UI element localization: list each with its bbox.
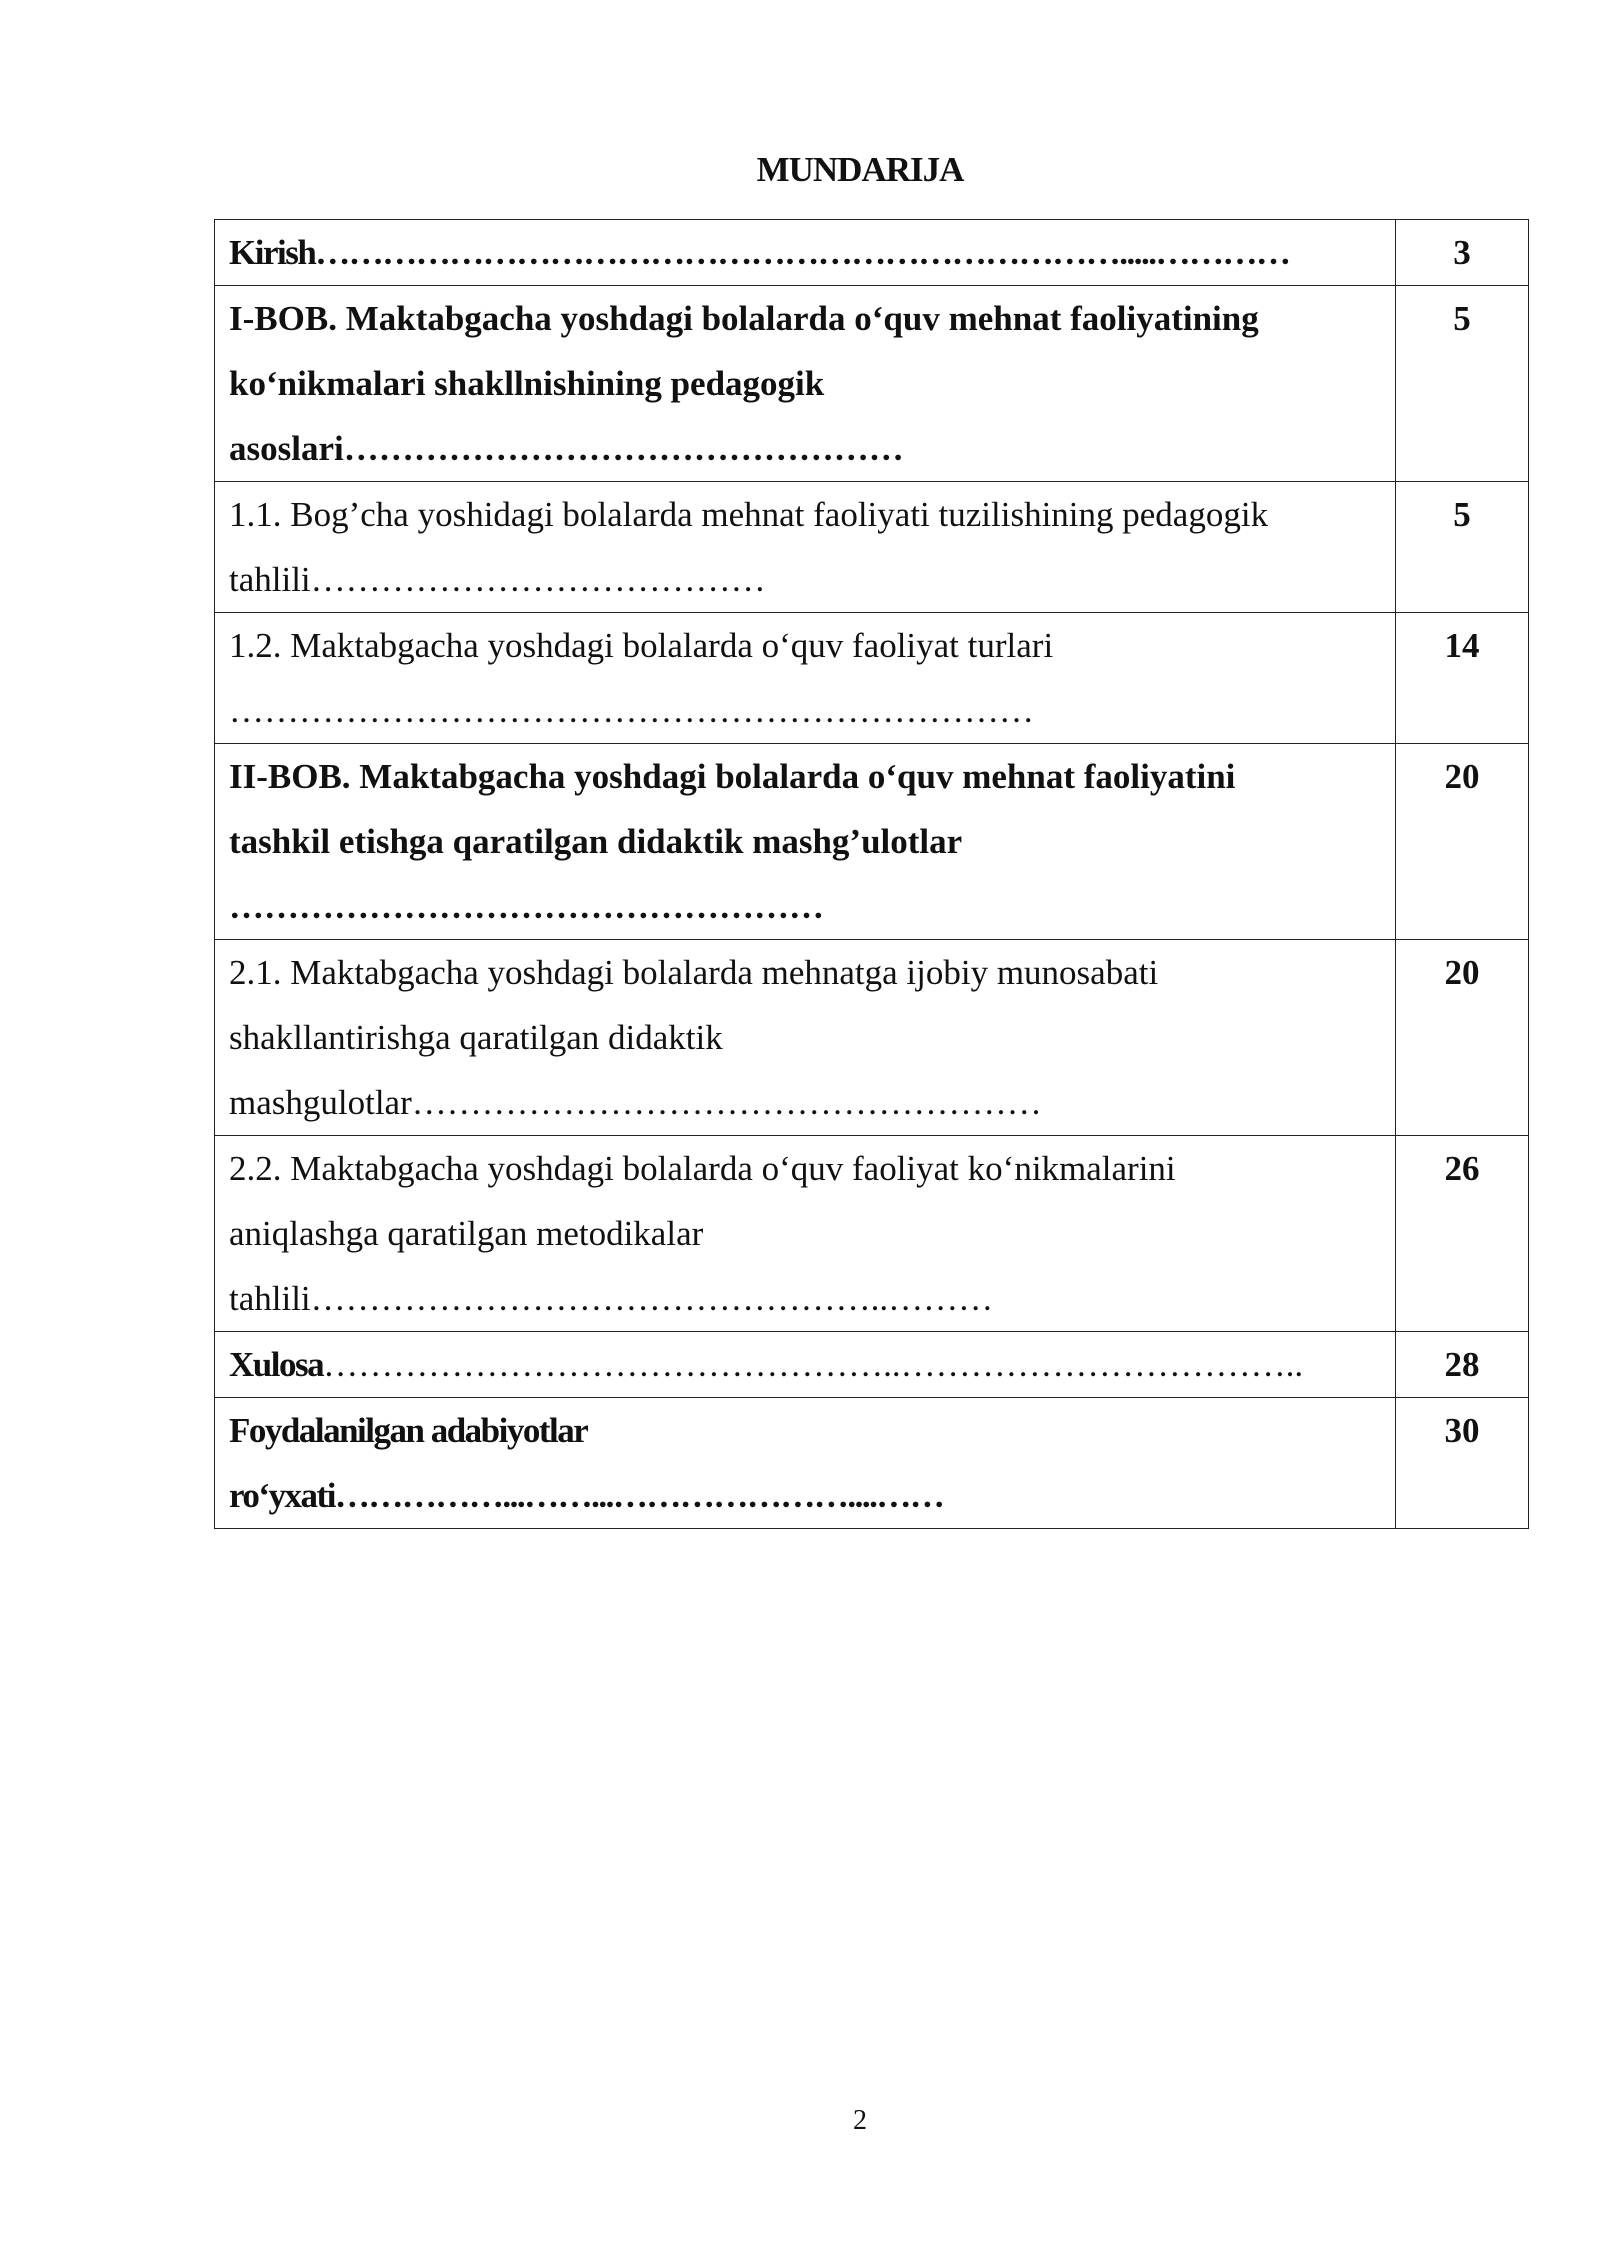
- toc-row-section-1-2: [215, 613, 1529, 744]
- toc-entry-text[interactable]: II-BOB. Maktabgacha yoshdagi bolalarda o‘quv mehnat faoliyatini: [229, 757, 1236, 796]
- toc-row-section-1-1: [215, 482, 1529, 613]
- toc-page-number: 30: [1396, 1398, 1529, 1529]
- toc-entry-text[interactable]: mashgulotlar………………………………………………: [229, 1083, 1042, 1122]
- toc-page-number: 28: [1396, 1332, 1529, 1398]
- toc-row-conclusion: [215, 1332, 1529, 1398]
- toc-entry: [215, 1398, 1396, 1529]
- toc-entry-text[interactable]: tashkil etishga qaratilgan didaktik mashg’ulotlar: [229, 822, 963, 861]
- table-of-contents: [214, 219, 1529, 1529]
- toc-entry-text[interactable]: aniqlashga qaratilgan metodikalar: [229, 1214, 704, 1253]
- toc-entry-text[interactable]: Foydalanilgan adabiyotlar: [229, 1411, 588, 1450]
- toc-page-number: 20: [1396, 744, 1529, 940]
- toc-entry-heading: Xulosa: [229, 1345, 324, 1384]
- toc-entry: [215, 1136, 1396, 1332]
- toc-entry-text[interactable]: [229, 1332, 1383, 1397]
- page-number: 2: [853, 2105, 867, 2136]
- toc-page-number: 26: [1396, 1136, 1529, 1332]
- toc-page-number: 5: [1396, 286, 1529, 482]
- toc-entry: [215, 613, 1396, 744]
- toc-row-section-2-2: [215, 1136, 1529, 1332]
- toc-entry-text[interactable]: tahlili…………………………………………..………: [229, 1279, 994, 1318]
- toc-entry: [215, 1332, 1396, 1398]
- toc-entry-text[interactable]: 2.1. Maktabgacha yoshdagi bolalarda mehnatga ijobiy munosabati: [229, 953, 1159, 992]
- toc-entry-text[interactable]: 1.1. Bog’cha yoshidagi bolalarda mehnat faoliyati tuzilishining pedagogik: [229, 495, 1269, 534]
- toc-entry: [215, 220, 1396, 286]
- toc-entry-text[interactable]: ro‘yxati……………...……...…………………....……: [229, 1476, 944, 1515]
- toc-entry-text[interactable]: tahlili…………………………………: [229, 560, 766, 599]
- toc-entry-text[interactable]: Kirish……………………………………………………………….....…………: [229, 233, 1290, 272]
- page-title: MUNDARIJA: [756, 150, 964, 189]
- toc-row-section-2-1: [215, 940, 1529, 1136]
- toc-entry-text[interactable]: ……………………………………………: [229, 887, 824, 926]
- toc-page-number: 3: [1396, 220, 1529, 286]
- toc-entry-text[interactable]: ko‘nikmalari shakllnishining pedagogik: [229, 364, 825, 403]
- toc-row-chapter-2: [215, 744, 1529, 940]
- toc-row-chapter-1: [215, 286, 1529, 482]
- toc-page-number: 5: [1396, 482, 1529, 613]
- toc-page-number: 14: [1396, 613, 1529, 744]
- toc-entry: [215, 744, 1396, 940]
- toc-entry: [215, 286, 1396, 482]
- toc-entry-text[interactable]: 2.2. Maktabgacha yoshdagi bolalarda o‘quv faoliyat ko‘nikmalarini: [229, 1149, 1176, 1188]
- toc-entry-text[interactable]: 1.2. Maktabgacha yoshdagi bolalarda o‘quv faoliyat turlari: [229, 626, 1054, 665]
- toc-leader-dots: …………………………………………..……………………………..: [323, 1345, 1304, 1384]
- toc-entry-text[interactable]: asoslari…………………………………………: [229, 429, 904, 468]
- toc-entry: [215, 940, 1396, 1136]
- toc-row-references: [215, 1398, 1529, 1529]
- toc-row-introduction: [215, 220, 1529, 286]
- toc-entry-text[interactable]: shakllantirishga qaratilgan didaktik: [229, 1018, 723, 1057]
- toc-entry: [215, 482, 1396, 613]
- toc-entry-text[interactable]: I-BOB. Maktabgacha yoshdagi bolalarda o‘quv mehnat faoliyatining: [229, 299, 1259, 338]
- toc-page-number: 20: [1396, 940, 1529, 1136]
- toc-entry-text[interactable]: ……………………………………………………………: [229, 691, 1034, 730]
